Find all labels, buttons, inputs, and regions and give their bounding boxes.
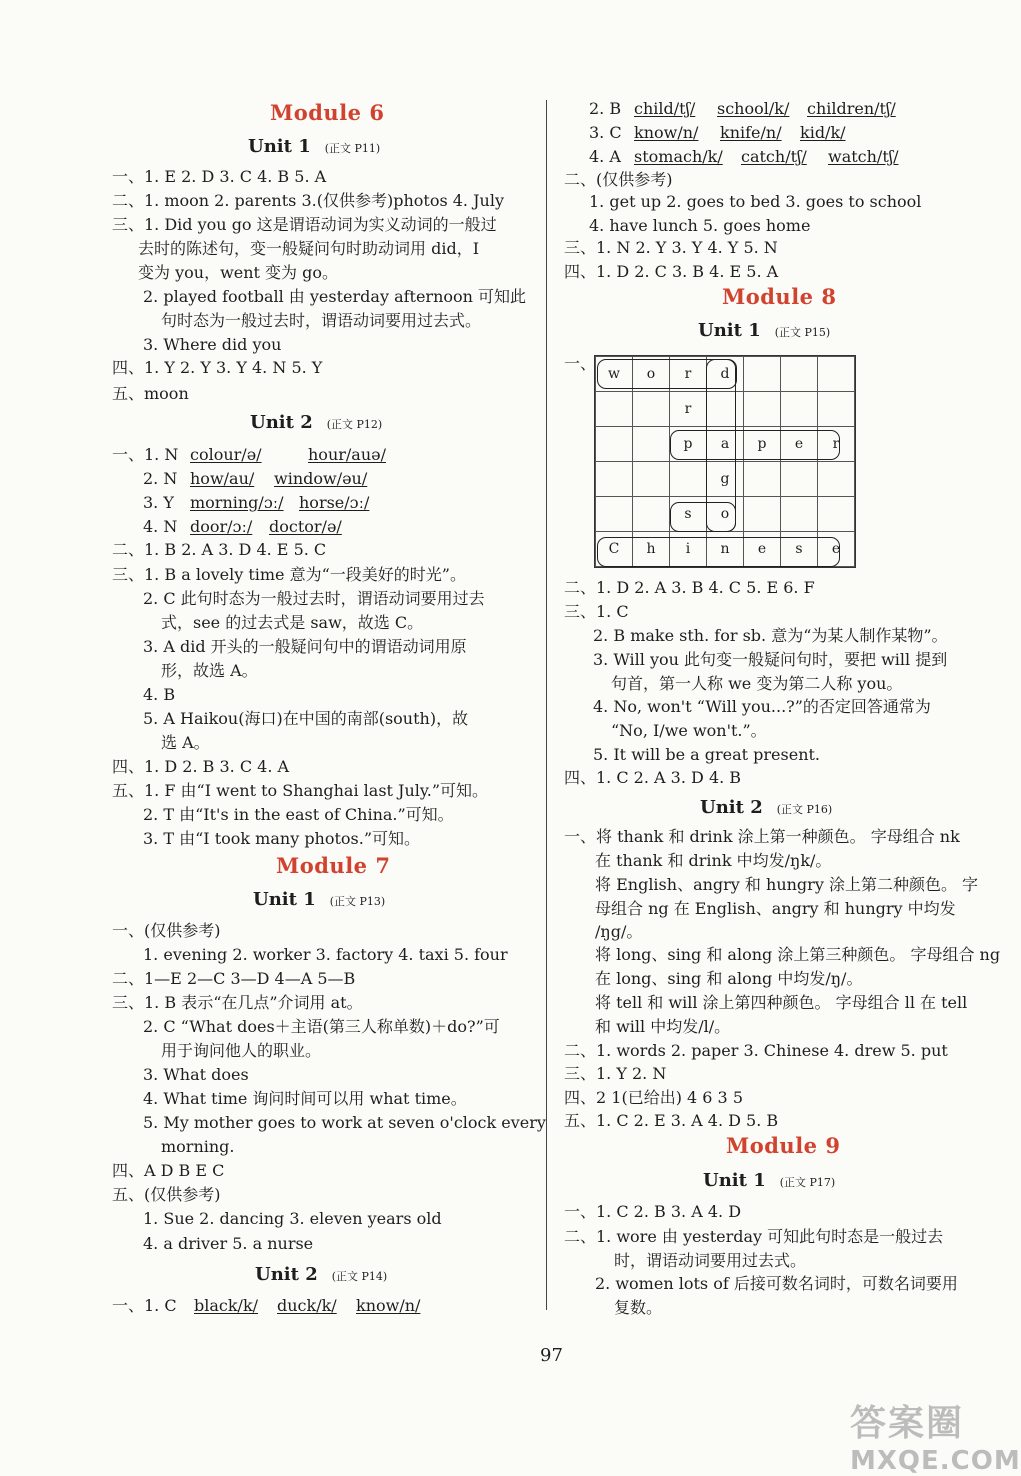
answer-line: 4. B <box>143 685 176 704</box>
grid-cell: e <box>818 532 855 567</box>
grid-cell: h <box>633 532 670 567</box>
answer-line: 一、1. C 2. B 3. A 4. D <box>564 1202 742 1221</box>
grid-cell <box>633 392 670 427</box>
textbook-page-ref: (正文 P16) <box>776 803 833 816</box>
grid-cell: r <box>670 357 707 392</box>
answer-line: 句首，第一人称 we 变为第二人称 you。 <box>611 674 903 693</box>
module-6-title: Module 6 <box>270 100 385 125</box>
answer-line: /ŋg/。 <box>595 922 643 941</box>
watermark-logo: 答案圈 MXQE.COM <box>850 1403 1021 1476</box>
answer-line: 3. Y morning/ɔː/ horse/ɔː/ <box>143 493 370 512</box>
grid-cell: r <box>670 392 707 427</box>
grid-cell: r <box>818 427 855 462</box>
answer-line: 3. C know/n/ knife/n/ kid/k/ <box>589 123 846 142</box>
grid-cell: e <box>781 427 818 462</box>
answer-line: 四、A D B E C <box>112 1161 225 1180</box>
answer-line: 去时的陈述句，变一般疑问句时助动词用 did，I <box>138 239 480 258</box>
answer-line: 四、1. D 2. B 3. C 4. A <box>112 757 290 776</box>
grid-cell: a <box>707 427 744 462</box>
answer-line: 2. T 由“It's in the east of China.”可知。 <box>143 805 454 824</box>
grid-cell: n <box>707 532 744 567</box>
answer-line: 2. B make sth. for sb. 意为“为某人制作某物”。 <box>593 626 948 645</box>
column-divider <box>546 100 547 1310</box>
grid-cell <box>596 497 633 532</box>
textbook-page-ref: (正文 P12) <box>326 418 383 431</box>
grid-cell: s <box>670 497 707 532</box>
answer-line: 四、2 1(已给出) 4 6 3 5 <box>564 1088 743 1107</box>
grid-cell: s <box>781 532 818 567</box>
grid-cell: w <box>596 357 633 392</box>
grid-cell: o <box>633 357 670 392</box>
grid-cell <box>781 392 818 427</box>
answer-line: 四、1. Y 2. Y 3. Y 4. N 5. Y <box>112 358 323 377</box>
answer-line: 二、1. words 2. paper 3. Chinese 4. drew 5. put <box>564 1041 948 1060</box>
answer-line: 二、1—E 2—C 3—D 4—A 5—B <box>112 969 356 988</box>
answer-line: 一、1. E 2. D 3. C 4. B 5. A <box>112 167 327 186</box>
grid-cell <box>818 357 855 392</box>
answer-line: 变为 you，went 变为 go。 <box>138 263 339 282</box>
answer-line: 三、1. Y 2. N <box>564 1064 667 1083</box>
page-number: 97 <box>540 1345 563 1366</box>
answer-line: 三、1. B 表示“在几点”介词用 at。 <box>112 993 363 1012</box>
answer-line: 一、 <box>564 354 597 373</box>
answer-line: 3. A did 开头的一般疑问句中的谓语动词用原 <box>143 637 467 656</box>
answer-line: 三、1. C <box>564 602 629 621</box>
grid-cell <box>633 497 670 532</box>
answer-line: 一、将 thank 和 drink 涂上第一种颜色。 字母组合 nk <box>564 827 960 846</box>
answer-line: 二、1. moon 2. parents 3.(仅供参考)photos 4. July <box>112 191 504 210</box>
answer-line: 2. played football 由 yesterday afternoon 可知此 <box>143 287 527 306</box>
answer-line: 将 English、angry 和 hungry 涂上第二种颜色。 字 <box>595 875 979 894</box>
module-7-title: Module 7 <box>276 853 391 878</box>
answer-line: 3. Will you 此句变一般疑问句时，要把 will 提到 <box>593 650 948 669</box>
answer-line: morning. <box>161 1137 235 1156</box>
answer-line: 五、moon <box>112 384 189 403</box>
answer-line: 2. C 此句时态为一般过去时，谓语动词要用过去 <box>143 589 485 608</box>
answer-line: 二、1. wore 由 yesterday 可知此句时态是一般过去 <box>564 1227 944 1246</box>
answer-line: 2. B child/tʃ/ school/k/ children/tʃ/ <box>589 99 896 118</box>
grid-cell: g <box>707 462 744 497</box>
answer-line: 一、1. C black/k/ duck/k/ know/n/ <box>112 1296 421 1315</box>
answer-line: 四、1. C 2. A 3. D 4. B <box>564 768 742 787</box>
module-8-unit-1-title: Unit 1 (正文 P15) <box>698 320 831 341</box>
answer-line: 母组合 ng 在 English、angry 和 hungry 中均发 <box>595 899 956 918</box>
module-8-title: Module 8 <box>722 284 837 309</box>
grid-cell <box>596 427 633 462</box>
textbook-page-ref: (正文 P13) <box>329 895 386 908</box>
word-circle-paper <box>670 430 840 460</box>
grid-cell <box>744 462 781 497</box>
answer-line: 时，谓语动词要用过去式。 <box>614 1251 807 1270</box>
answer-line: 2. N how/au/ window/əu/ <box>143 469 368 488</box>
grid-cell <box>596 462 633 497</box>
answer-line: 3. Where did you <box>143 335 282 354</box>
answer-line: 4. have lunch 5. goes home <box>589 216 811 235</box>
answer-line: 在 thank 和 drink 中均发/ŋk/。 <box>595 851 832 870</box>
answer-line: 句时态为一般过去时，谓语动词要用过去式。 <box>161 311 482 330</box>
answer-line: 式，see 的过去式是 saw，故选 C。 <box>161 613 424 632</box>
module-7-unit-2-title: Unit 2 (正文 P14) <box>255 1264 388 1285</box>
answer-line: 二、1. D 2. A 3. B 4. C 5. E 6. F <box>564 578 815 597</box>
answer-line: 五、(仅供参考) <box>112 1185 221 1204</box>
module-7-unit-1-title: Unit 1 (正文 P13) <box>253 889 386 910</box>
answer-line: 5. It will be a great present. <box>593 745 821 764</box>
answer-line: 将 tell 和 will 涂上第四种颜色。 字母组合 ll 在 tell <box>595 993 968 1012</box>
answer-line: 三、1. B a lovely time 意为“一段美好的时光”。 <box>112 565 466 584</box>
grid-cell: p <box>744 427 781 462</box>
answer-line: 三、1. Did you go 这是谓语动词为实义动词的一般过 <box>112 215 497 234</box>
answer-line: 5. My mother goes to work at seven o'clock every <box>143 1113 546 1132</box>
answer-line: 3. T 由“I took many photos.”可知。 <box>143 829 421 848</box>
answer-line: 5. A Haikou(海口)在中国的南部(south)，故 <box>143 709 469 728</box>
textbook-page-ref: (正文 P11) <box>324 142 381 155</box>
word-circle-dragon <box>706 359 736 532</box>
grid-cell: d <box>707 357 744 392</box>
answer-line: 形，故选 A。 <box>161 661 258 680</box>
module-9-title: Module 9 <box>726 1133 841 1158</box>
grid-cell <box>818 497 855 532</box>
grid-cell <box>818 392 855 427</box>
answer-line: 五、1. F 由“I went to Shanghai last July.”可知。 <box>112 781 489 800</box>
grid-cell <box>670 462 707 497</box>
answer-line: 复数。 <box>614 1298 663 1317</box>
answer-line: 4. No, won't “Will you...?”的否定回答通常为 <box>593 697 931 716</box>
grid-cell: C <box>596 532 633 567</box>
answer-line: 和 will 中均发/l/。 <box>595 1017 731 1036</box>
textbook-page-ref: (正文 P17) <box>779 1176 836 1189</box>
answer-line: 一、(仅供参考) <box>112 921 221 940</box>
grid-cell <box>781 357 818 392</box>
answer-line: 3. What does <box>143 1065 249 1084</box>
grid-cell <box>744 357 781 392</box>
grid-cell: e <box>744 532 781 567</box>
answer-line: 1. Sue 2. dancing 3. eleven years old <box>143 1209 442 1228</box>
word-circle-chinese <box>597 537 840 567</box>
grid-cell <box>633 427 670 462</box>
module-9-unit-1-title: Unit 1 (正文 P17) <box>703 1170 836 1191</box>
answer-line: 二、(仅供参考) <box>564 170 673 189</box>
module-6-unit-1-title: Unit 1 (正文 P11) <box>248 136 381 157</box>
answer-line: 4. A stomach/k/ catch/tʃ/ watch/tʃ/ <box>589 147 899 166</box>
grid-cell: p <box>670 427 707 462</box>
answer-line: 4. N door/ɔː/ doctor/ə/ <box>143 517 342 536</box>
grid-cell: i <box>670 532 707 567</box>
answer-line: 1. get up 2. goes to bed 3. goes to school <box>589 192 922 211</box>
answer-line: 1. evening 2. worker 3. factory 4. taxi 5. four <box>143 945 508 964</box>
grid-cell <box>596 392 633 427</box>
answer-line: 用于询问他人的职业。 <box>161 1041 322 1060</box>
answer-line: 四、1. D 2. C 3. B 4. E 5. A <box>564 262 779 281</box>
grid-cell <box>781 462 818 497</box>
answer-line: 三、1. N 2. Y 3. Y 4. Y 5. N <box>564 238 778 257</box>
grid-cell <box>633 462 670 497</box>
answer-line: 2. C “What does＋主语(第三人称单数)＋do?”可 <box>143 1017 500 1036</box>
grid-cell: o <box>707 497 744 532</box>
grid-cell <box>744 497 781 532</box>
module-6-unit-2-title: Unit 2 (正文 P12) <box>250 412 383 433</box>
textbook-page-ref: (正文 P15) <box>774 326 831 339</box>
module-8-unit-2-title: Unit 2 (正文 P16) <box>700 797 833 818</box>
answer-line: 选 A。 <box>161 733 210 752</box>
textbook-page-ref: (正文 P14) <box>331 1270 388 1283</box>
answer-line: 将 long、sing 和 along 涂上第三种颜色。 字母组合 ng <box>595 945 1001 964</box>
grid-cell <box>744 392 781 427</box>
answer-line: 在 long、sing 和 along 中均发/ŋ/。 <box>595 969 863 988</box>
answer-line: 4. What time 询问时间可以用 what time。 <box>143 1089 467 1108</box>
answer-line: “No, I/we won't.”。 <box>611 721 767 740</box>
answer-line: 一、1. N colour/ə/ hour/auə/ <box>112 445 386 464</box>
answer-line: 4. a driver 5. a nurse <box>143 1234 314 1253</box>
answer-line: 二、1. B 2. A 3. D 4. E 5. C <box>112 540 327 559</box>
grid-cell <box>781 497 818 532</box>
grid-cell <box>818 462 855 497</box>
answer-line: 五、1. C 2. E 3. A 4. D 5. B <box>564 1111 779 1130</box>
answer-line: 2. women lots of 后接可数名词时，可数名词要用 <box>595 1274 958 1293</box>
